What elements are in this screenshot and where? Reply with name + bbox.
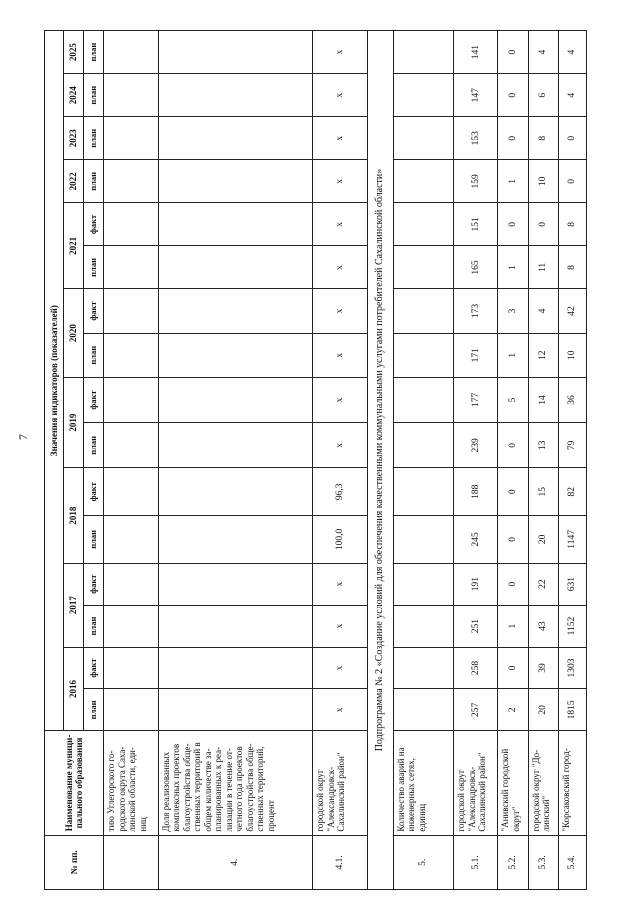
row-number: 4. xyxy=(158,835,313,889)
indicator-value xyxy=(393,203,454,246)
indicator-value: 20 xyxy=(528,516,558,564)
indicator-value: 79 xyxy=(558,423,586,468)
indicator-value: 173 xyxy=(454,289,498,333)
indicator-value xyxy=(158,160,313,203)
municipality-name: Доля реализованных комплексных проектов благоустройства обще-ственных территорий в общем количестве за-планированных к реа-лизации в течение от-четного года проектов благоустройства обще-ственных территорий, процент xyxy=(158,731,313,835)
indicator-value: 239 xyxy=(454,423,498,468)
plan-header: план xyxy=(84,246,104,289)
indicator-value: x xyxy=(313,563,368,605)
indicator-value: 159 xyxy=(454,160,498,203)
indicator-value: 10 xyxy=(528,160,558,203)
table-row xyxy=(454,31,498,890)
indicator-value: 1152 xyxy=(558,605,586,647)
indicator-value: 188 xyxy=(454,468,498,516)
indicator-value xyxy=(158,203,313,246)
indicators-table xyxy=(44,30,587,890)
indicator-value xyxy=(104,160,159,203)
row-number: 5.2. xyxy=(498,835,528,889)
indicator-value: 191 xyxy=(454,563,498,605)
indicator-value xyxy=(158,647,313,689)
municipality-name: тию Углегорского го-родского округа Саха-линской области, еди-ниц xyxy=(104,731,159,835)
indicator-value xyxy=(393,117,454,160)
indicator-value: 4 xyxy=(558,31,586,74)
indicator-value: 6 xyxy=(528,74,558,117)
indicator-value xyxy=(104,31,159,74)
indicator-value: 22 xyxy=(528,563,558,605)
indicator-value: 1 xyxy=(498,160,528,203)
indicator-value xyxy=(158,516,313,564)
year-header: 2016 xyxy=(64,647,84,731)
indicator-value: 258 xyxy=(454,647,498,689)
indicator-value: 14 xyxy=(528,377,558,422)
fact-header: факт xyxy=(84,289,104,333)
row-number: 5. xyxy=(393,835,454,889)
indicator-value xyxy=(158,377,313,422)
indicator-value: x xyxy=(313,377,368,422)
indicator-value: 141 xyxy=(454,31,498,74)
plan-header: план xyxy=(84,516,104,564)
year-header: 2018 xyxy=(64,468,84,563)
indicator-value xyxy=(158,563,313,605)
plan-header: план xyxy=(84,74,104,117)
indicator-value xyxy=(104,74,159,117)
indicator-value xyxy=(393,468,454,516)
subprogram-title: Подпрограмма № 2 «Создание условий для обеспечения качественными коммунальными услугами потребителей Сахалинской области» xyxy=(368,31,394,890)
indicator-value: 5 xyxy=(498,377,528,422)
fact-header: факт xyxy=(84,468,104,516)
indicator-value: 171 xyxy=(454,333,498,377)
table-row xyxy=(498,31,528,890)
indicator-value xyxy=(158,289,313,333)
indicator-value xyxy=(393,423,454,468)
indicator-value: 0 xyxy=(558,160,586,203)
indicator-value xyxy=(104,117,159,160)
indicator-value: 8 xyxy=(528,117,558,160)
indicator-value: x xyxy=(313,647,368,689)
indicator-value xyxy=(158,117,313,160)
indicator-value xyxy=(104,647,159,689)
municipality-name: городской округ "Александровск-Сахалинский район" xyxy=(454,731,498,835)
plan-header: план xyxy=(84,605,104,647)
table-row xyxy=(393,31,454,890)
indicator-value: x xyxy=(313,31,368,74)
indicator-value: x xyxy=(313,333,368,377)
page-number: 7 xyxy=(16,434,30,440)
indicator-value: 1303 xyxy=(558,647,586,689)
indicator-value xyxy=(104,203,159,246)
indicator-value xyxy=(104,563,159,605)
indicator-value: 1 xyxy=(498,605,528,647)
indicator-value xyxy=(393,689,454,731)
indicator-value xyxy=(104,377,159,422)
indicator-value: 43 xyxy=(528,605,558,647)
indicator-value xyxy=(158,689,313,731)
indicator-value: 631 xyxy=(558,563,586,605)
header-indicators: Значения индикаторов (показателей) xyxy=(45,31,64,731)
row-number xyxy=(104,835,159,889)
indicator-value xyxy=(104,423,159,468)
indicator-value: x xyxy=(313,117,368,160)
year-header: 2022 xyxy=(64,160,84,203)
year-header: 2020 xyxy=(64,289,84,377)
indicator-value xyxy=(393,246,454,289)
indicator-value: 165 xyxy=(454,246,498,289)
indicator-value: 0 xyxy=(558,117,586,160)
indicator-value: x xyxy=(313,289,368,333)
indicator-value: 13 xyxy=(528,423,558,468)
indicator-value: 12 xyxy=(528,333,558,377)
subprogram-row xyxy=(368,31,394,890)
table-row xyxy=(528,31,558,890)
indicator-value xyxy=(158,246,313,289)
indicator-value: 1147 xyxy=(558,516,586,564)
indicator-value xyxy=(393,647,454,689)
indicator-value: x xyxy=(313,246,368,289)
table-row xyxy=(313,31,368,890)
table-row xyxy=(158,31,313,890)
indicator-value: 4 xyxy=(528,289,558,333)
indicator-value: x xyxy=(313,605,368,647)
indicator-value: 147 xyxy=(454,74,498,117)
indicator-value xyxy=(104,605,159,647)
header-num: № пп. xyxy=(45,835,104,889)
indicator-value: 0 xyxy=(498,74,528,117)
plan-header: план xyxy=(84,117,104,160)
indicator-value: 1815 xyxy=(558,689,586,731)
table-body xyxy=(104,31,587,890)
indicator-value: 0 xyxy=(498,117,528,160)
indicator-value xyxy=(158,333,313,377)
year-header: 2021 xyxy=(64,203,84,289)
rotated-table-container xyxy=(44,30,587,890)
year-header: 2025 xyxy=(64,31,84,74)
indicator-value xyxy=(393,289,454,333)
indicator-value xyxy=(393,605,454,647)
year-header: 2023 xyxy=(64,117,84,160)
fact-header: факт xyxy=(84,563,104,605)
fact-header: факт xyxy=(84,203,104,246)
indicator-value xyxy=(104,468,159,516)
table-row xyxy=(558,31,586,890)
row-number: 5.4. xyxy=(558,835,586,889)
indicator-value: 0 xyxy=(498,563,528,605)
indicator-value: x xyxy=(313,423,368,468)
indicator-value: 177 xyxy=(454,377,498,422)
indicator-value: 3 xyxy=(498,289,528,333)
fact-header: факт xyxy=(84,377,104,422)
indicator-value: 0 xyxy=(498,647,528,689)
indicator-value: 20 xyxy=(528,689,558,731)
indicator-value: 151 xyxy=(454,203,498,246)
plan-header: план xyxy=(84,31,104,74)
municipality-name: городской округ "До-линский" xyxy=(528,731,558,835)
indicator-value: x xyxy=(313,74,368,117)
indicator-value: 153 xyxy=(454,117,498,160)
indicator-value: 0 xyxy=(528,203,558,246)
indicator-value: 245 xyxy=(454,516,498,564)
indicator-value: 0 xyxy=(498,423,528,468)
indicator-value: 0 xyxy=(498,31,528,74)
indicator-value xyxy=(393,563,454,605)
indicator-value: 15 xyxy=(528,468,558,516)
indicator-value xyxy=(158,423,313,468)
header-name: Наименование муници-пального образования xyxy=(45,731,104,835)
indicator-value xyxy=(158,74,313,117)
indicator-value: 0 xyxy=(498,516,528,564)
indicator-value: 10 xyxy=(558,333,586,377)
table-row xyxy=(104,31,159,890)
indicator-value: 257 xyxy=(454,689,498,731)
indicator-value: 36 xyxy=(558,377,586,422)
indicator-value xyxy=(104,333,159,377)
indicator-value xyxy=(393,333,454,377)
plan-header: план xyxy=(84,333,104,377)
indicator-value xyxy=(393,74,454,117)
indicator-value: 0 xyxy=(498,203,528,246)
year-header: 2019 xyxy=(64,377,84,468)
fact-header: факт xyxy=(84,647,104,689)
municipality-name: городской округ "Александровск-Сахалинский район" xyxy=(313,731,368,835)
plan-header: план xyxy=(84,689,104,731)
row-number: 5.1. xyxy=(454,835,498,889)
municipality-name: "Анивский городской округ" xyxy=(498,731,528,835)
indicator-value: 100,0 xyxy=(313,516,368,564)
indicator-value xyxy=(393,377,454,422)
indicator-value: 42 xyxy=(558,289,586,333)
year-header: 2024 xyxy=(64,74,84,117)
indicator-value xyxy=(393,516,454,564)
indicator-value: 39 xyxy=(528,647,558,689)
indicator-value: 11 xyxy=(528,246,558,289)
plan-header: план xyxy=(84,423,104,468)
indicator-value xyxy=(104,516,159,564)
indicator-value: 8 xyxy=(558,246,586,289)
indicator-value xyxy=(158,31,313,74)
indicator-value: 1 xyxy=(498,333,528,377)
indicator-value xyxy=(393,160,454,203)
row-number: 5.3. xyxy=(528,835,558,889)
indicator-value: 82 xyxy=(558,468,586,516)
indicator-value: 0 xyxy=(498,468,528,516)
indicator-value: 1 xyxy=(498,246,528,289)
indicator-value xyxy=(393,31,454,74)
indicator-value xyxy=(158,468,313,516)
indicator-value: 4 xyxy=(558,74,586,117)
indicator-value: 251 xyxy=(454,605,498,647)
municipality-name: "Корсаковский город- xyxy=(558,731,586,835)
indicator-value: 8 xyxy=(558,203,586,246)
indicator-value: x xyxy=(313,160,368,203)
indicator-value xyxy=(104,289,159,333)
indicator-value: x xyxy=(313,689,368,731)
year-header: 2017 xyxy=(64,563,84,647)
indicator-value xyxy=(158,605,313,647)
indicator-value: 96,3 xyxy=(313,468,368,516)
indicator-value: 2 xyxy=(498,689,528,731)
indicator-value: x xyxy=(313,203,368,246)
indicator-value: 4 xyxy=(528,31,558,74)
indicator-value xyxy=(104,689,159,731)
indicator-value xyxy=(104,246,159,289)
plan-header: план xyxy=(84,160,104,203)
municipality-name: Количество аварий на инженерных сетях, единиц xyxy=(393,731,454,835)
row-number: 4.1. xyxy=(313,835,368,889)
